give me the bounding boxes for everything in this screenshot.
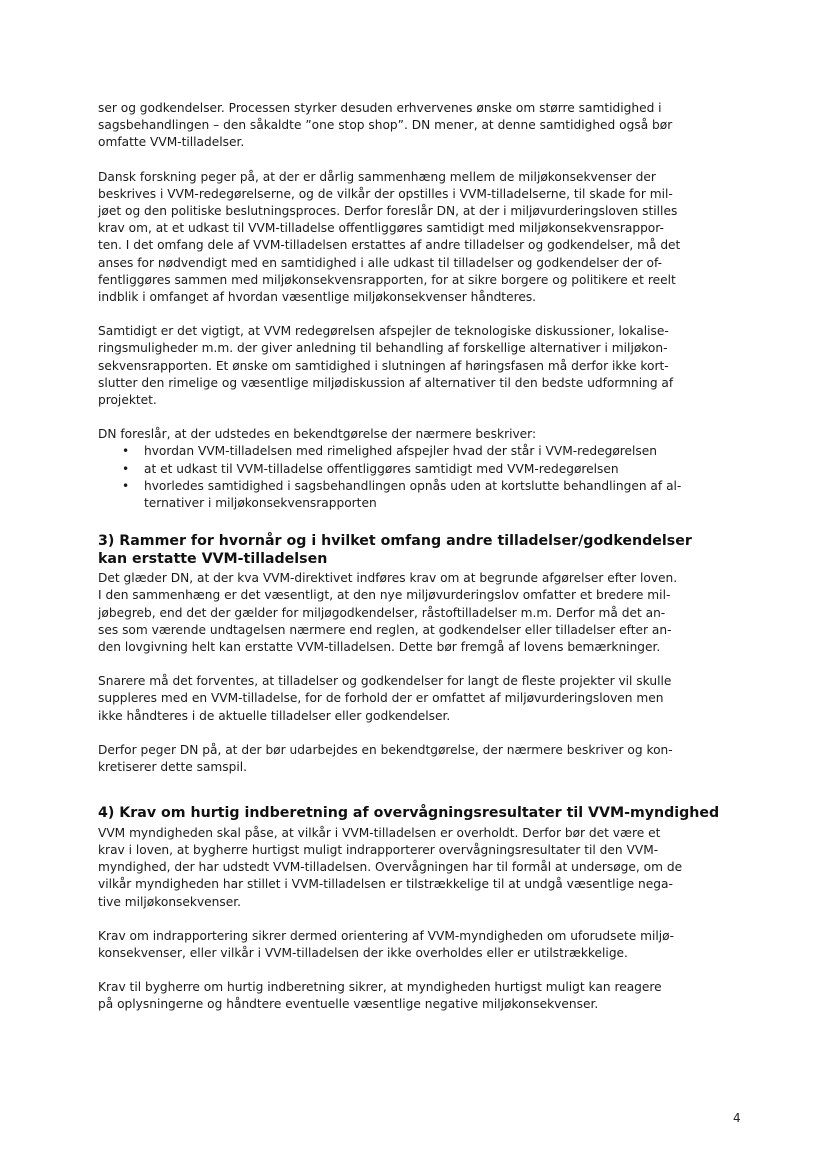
text-line: ses som værende undtagelsen nærmere end reglen, at godkendelser eller tilladelser efter an- xyxy=(98,622,672,637)
text-line: på oplysningerne og håndtere eventuelle væsentlige negative miljøkonsekvenser. xyxy=(98,997,599,1012)
paragraph-text xyxy=(98,570,748,656)
text-line: hvorledes samtidighed i sagsbehandlingen opnås uden at kortslutte behandlingen af al- xyxy=(144,478,682,493)
text-line: DN foreslår, at der udstedes en bekendtgørelse der nærmere beskriver: xyxy=(98,427,537,442)
paragraph-alternatives xyxy=(98,323,748,409)
text-line: ser og godkendelser. Processen styrker desuden erhvervenes ønske om større samtidighed i xyxy=(98,101,662,115)
paragraph-text xyxy=(98,426,748,443)
section-heading-4 xyxy=(98,805,748,823)
text-line: sekvensrapporten. Et ønske om samtidighed i slutningen af høringsfasen må derfor ikke kort- xyxy=(98,358,669,373)
paragraph-developer-reporting xyxy=(98,979,748,1013)
text-line: ringsmuligheder m.m. der giver anledning til behandling af forskellige alternativer i miljøkon- xyxy=(98,341,668,356)
text-line: fentliggøres sammen med miljøkonsekvensrapporten, for at sikre borgere og politikere et reelt xyxy=(98,272,676,287)
text-line: slutter den rimelige og væsentlige miljødiskussion af alternativer til den bedste udformning af xyxy=(98,375,674,390)
heading-line: kan erstatte VVM-tilladelsen xyxy=(98,550,328,567)
list-item xyxy=(122,443,748,460)
text-line: ikke håndteres i de aktuelle tilladelser eller godkendelser. xyxy=(98,708,451,723)
paragraph-text xyxy=(98,825,748,911)
text-line: jøbegreb, end det der gælder for miljøgodkendelser, råstoftilladelser m.m. Derfor må det an- xyxy=(98,605,666,620)
text-line: krav i loven, at bygherre hurtigst muligt indrapporterer overvågningsresultater til den VVM- xyxy=(98,843,659,857)
paragraph-supplement xyxy=(98,673,748,725)
list-item xyxy=(122,478,748,512)
text-line: I den sammenhæng er det væsentligt, at den nye miljøvurderingslov omfatter et bredere mil- xyxy=(98,588,671,603)
text-line: omfatte VVM-tilladelser. xyxy=(98,135,245,150)
bullet-icon: • xyxy=(122,444,130,459)
proposal-bullet-list xyxy=(98,443,748,512)
bullet-icon: • xyxy=(122,478,130,493)
text-line: kretiserer dette samspil. xyxy=(98,760,248,775)
heading-line: 4) Krav om hurtig indberetning af overvågningsresultater til VVM-myndighed xyxy=(98,805,720,822)
text-line: Krav til bygherre om hurtig indberetning sikrer, at myndigheden hurtigst muligt kan reagere xyxy=(98,980,662,995)
paragraph-interplay xyxy=(98,742,748,776)
text-line: Samtidigt er det vigtigt, at VVM redegørelsen afspejler de teknologiske diskussioner, lokalise- xyxy=(98,324,669,339)
text-line: jøet og den politiske beslutningsproces. Derfor foreslår DN, at der i miljøvurderingsloven stilles xyxy=(98,204,678,219)
paragraph-text xyxy=(98,742,748,776)
heading-line: 3) Rammer for hvornår og i hvilket omfang andre tilladelser/godkendelser xyxy=(98,533,692,550)
page-number: 4 xyxy=(733,1111,741,1125)
paragraph-danish-research xyxy=(98,169,748,307)
bullet-icon: • xyxy=(122,461,130,476)
paragraph-text xyxy=(98,979,748,1013)
paragraph-text xyxy=(98,928,748,962)
paragraph-reporting xyxy=(98,928,748,962)
text-line: Dansk forskning peger på, at der er dårlig sammenhæng mellem de miljøkonsekvenser der xyxy=(98,169,656,184)
text-line: hvordan VVM-tilladelsen med rimelighed afspejler hvad der står i VVM-redegørelsen xyxy=(144,444,657,459)
list-item xyxy=(122,461,748,478)
paragraph-monitoring xyxy=(98,825,748,911)
section-heading-3 xyxy=(98,533,748,568)
text-line: krav om, at et udkast til VVM-tilladelse offentliggøres samtidigt med miljøkonsekvensrappor- xyxy=(98,221,664,236)
paragraph-text xyxy=(98,673,748,725)
text-line: myndighed, der har udstedt VVM-tilladelsen. Overvågningen har til formål at undersøge, om de xyxy=(98,860,683,875)
text-line: Snarere må det forventes, at tilladelser og godkendelser for langt de fleste projekter vil skulle xyxy=(98,674,672,689)
paragraph-one-stop-shop xyxy=(98,100,748,152)
text-line: Det glæder DN, at der kva VVM-direktivet indføres krav om at begrunde afgørelser efter loven. xyxy=(98,571,678,586)
paragraph-text xyxy=(98,169,748,307)
text-line: Krav om indrapportering sikrer dermed orientering af VVM-myndigheden om uforudsete miljø- xyxy=(98,928,675,943)
text-line: anses for nødvendigt med en samtidighed i alle udkast til tilladelser og godkendelser der of- xyxy=(98,255,663,270)
text-line: konsekvenser, eller vilkår i VVM-tilladelsen der ikke overholdes eller er utilstrækkelige. xyxy=(98,946,628,961)
text-line: den lovgivning helt kan erstatte VVM-tilladelsen. Dette bør fremgå af lovens bemærkninger. xyxy=(98,640,661,655)
text-line: ternativer i miljøkonsekvensrapporten xyxy=(144,496,377,511)
text-line: ten. I det omfang dele af VVM-tilladelsen erstattes af andre tilladelser og godkendelser, må det xyxy=(98,238,681,253)
text-line: tive miljøkonsekvenser. xyxy=(98,894,241,909)
text-line: projektet. xyxy=(98,393,157,408)
text-line: indblik i omfanget af hvordan væsentlige miljøkonsekvenser håndteres. xyxy=(98,290,537,305)
paragraph-text xyxy=(98,100,748,152)
text-line: beskrives i VVM-redegørelserne, og de vilkår der opstilles i VVM-tilladelserne, til skade for mil- xyxy=(98,186,673,201)
text-line: vilkår myndigheden har stillet i VVM-tilladelsen er tilstrækkelige til at undgå væsentlige nega- xyxy=(98,877,673,892)
page-content xyxy=(98,100,748,1014)
text-line: at et udkast til VVM-tilladelse offentliggøres samtidigt med VVM-redegørelsen xyxy=(144,461,619,476)
text-line: VVM myndigheden skal påse, at vilkår i VVM-tilladelsen er overholdt. Derfor bør det være et xyxy=(98,825,661,840)
text-line: Derfor peger DN på, at der bør udarbejdes en bekendtgørelse, der nærmere beskriver og kon- xyxy=(98,742,673,757)
paragraph-text xyxy=(98,323,748,409)
text-line: suppleres med en VVM-tilladelse, for de forhold der er omfattet af miljøvurderingsloven men xyxy=(98,691,664,706)
paragraph-proposal-intro xyxy=(98,426,748,443)
paragraph-justification xyxy=(98,570,748,656)
text-line: sagsbehandlingen – den såkaldte ”one stop shop”. DN mener, at denne samtidighed også bør xyxy=(98,118,673,133)
